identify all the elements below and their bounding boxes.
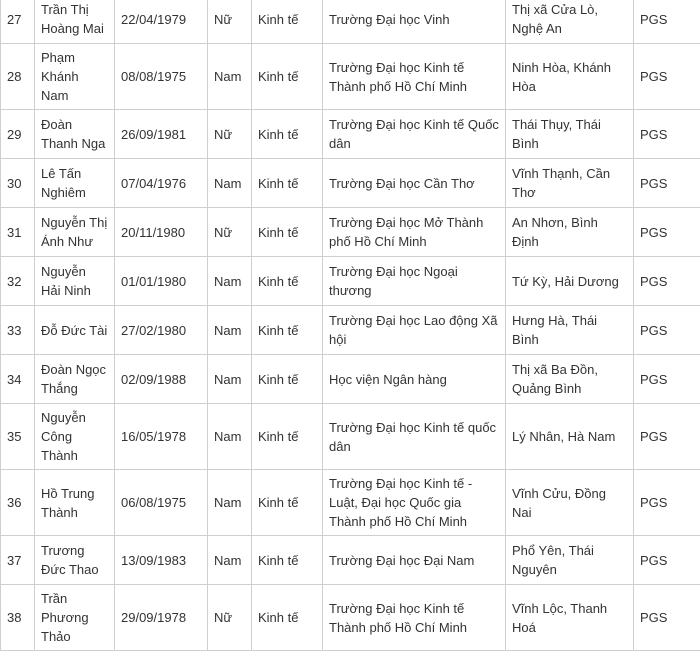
gender-cell: Nam: [208, 536, 252, 585]
gender-cell: Nam: [208, 257, 252, 306]
title-cell: PGS: [634, 306, 700, 355]
dob-cell: 20/11/1980: [115, 208, 208, 257]
name-cell: Nguyễn Thị Ánh Như: [35, 208, 115, 257]
stt-cell: 27: [1, 0, 35, 44]
name-cell: Đoàn Ngọc Thắng: [35, 355, 115, 404]
school-cell: Trường Đại học Kinh tế - Luật, Đại học Quốc gia Thành phố Hồ Chí Minh: [323, 470, 506, 536]
title-cell: PGS: [634, 208, 700, 257]
table-row: [1, 110, 700, 159]
field-cell: Kinh tế: [252, 536, 323, 585]
title-cell: PGS: [634, 585, 700, 651]
name-cell: Nguyễn Hải Ninh: [35, 257, 115, 306]
table-row: [1, 536, 700, 585]
school-cell: Trường Đại học Kinh tế Thành phố Hồ Chí Minh: [323, 44, 506, 110]
dob-cell: 27/02/1980: [115, 306, 208, 355]
table-row: [1, 208, 700, 257]
hometown-cell: Thị xã Cửa Lò, Nghệ An: [506, 0, 634, 44]
school-cell: Trường Đại học Ngoại thương: [323, 257, 506, 306]
table-row: [1, 355, 700, 404]
name-cell: Phạm Khánh Nam: [35, 44, 115, 110]
table-row: [1, 585, 700, 651]
title-cell: PGS: [634, 257, 700, 306]
hometown-cell: Tứ Kỳ, Hải Dương: [506, 257, 634, 306]
school-cell: Trường Đại học Vinh: [323, 0, 506, 44]
stt-cell: 36: [1, 470, 35, 536]
hometown-cell: An Nhơn, Bình Định: [506, 208, 634, 257]
title-cell: PGS: [634, 0, 700, 44]
stt-cell: 33: [1, 306, 35, 355]
stt-cell: 29: [1, 110, 35, 159]
name-cell: Trương Đức Thao: [35, 536, 115, 585]
dob-cell: 07/04/1976: [115, 159, 208, 208]
title-cell: PGS: [634, 404, 700, 470]
hometown-cell: Thái Thụy, Thái Bình: [506, 110, 634, 159]
school-cell: Trường Đại học Mở Thành phố Hồ Chí Minh: [323, 208, 506, 257]
dob-cell: 08/08/1975: [115, 44, 208, 110]
school-cell: Trường Đại học Kinh tế Thành phố Hồ Chí Minh: [323, 585, 506, 651]
stt-cell: 31: [1, 208, 35, 257]
name-cell: Lê Tấn Nghiêm: [35, 159, 115, 208]
stt-cell: 32: [1, 257, 35, 306]
school-cell: Trường Đại học Kinh tế quốc dân: [323, 404, 506, 470]
field-cell: Kinh tế: [252, 208, 323, 257]
field-cell: Kinh tế: [252, 257, 323, 306]
field-cell: Kinh tế: [252, 110, 323, 159]
dob-cell: 26/09/1981: [115, 110, 208, 159]
field-cell: Kinh tế: [252, 44, 323, 110]
name-cell: Đỗ Đức Tài: [35, 306, 115, 355]
dob-cell: 13/09/1983: [115, 536, 208, 585]
gender-cell: Nữ: [208, 208, 252, 257]
table-row: [1, 159, 700, 208]
field-cell: Kinh tế: [252, 355, 323, 404]
hometown-cell: Vĩnh Thạnh, Cần Thơ: [506, 159, 634, 208]
gender-cell: Nam: [208, 355, 252, 404]
title-cell: PGS: [634, 355, 700, 404]
table-row: [1, 0, 700, 44]
school-cell: Học viện Ngân hàng: [323, 355, 506, 404]
field-cell: Kinh tế: [252, 306, 323, 355]
dob-cell: 29/09/1978: [115, 585, 208, 651]
gender-cell: Nam: [208, 470, 252, 536]
field-cell: Kinh tế: [252, 470, 323, 536]
gender-cell: Nam: [208, 44, 252, 110]
school-cell: Trường Đại học Lao động Xã hội: [323, 306, 506, 355]
field-cell: Kinh tế: [252, 585, 323, 651]
name-cell: Nguyễn Công Thành: [35, 404, 115, 470]
title-cell: PGS: [634, 536, 700, 585]
field-cell: Kinh tế: [252, 159, 323, 208]
name-cell: Trần Thị Hoàng Mai: [35, 0, 115, 44]
stt-cell: 38: [1, 585, 35, 651]
table-row: [1, 44, 700, 110]
name-cell: Trần Phương Thảo: [35, 585, 115, 651]
dob-cell: 16/05/1978: [115, 404, 208, 470]
table-row: [1, 470, 700, 536]
stt-cell: 30: [1, 159, 35, 208]
gender-cell: Nam: [208, 404, 252, 470]
gender-cell: Nam: [208, 159, 252, 208]
stt-cell: 34: [1, 355, 35, 404]
title-cell: PGS: [634, 470, 700, 536]
hometown-cell: Vĩnh Lộc, Thanh Hoá: [506, 585, 634, 651]
school-cell: Trường Đại học Cần Thơ: [323, 159, 506, 208]
title-cell: PGS: [634, 159, 700, 208]
school-cell: Trường Đại học Đại Nam: [323, 536, 506, 585]
hometown-cell: Hưng Hà, Thái Bình: [506, 306, 634, 355]
gender-cell: Nam: [208, 306, 252, 355]
name-cell: Hồ Trung Thành: [35, 470, 115, 536]
table-row: [1, 306, 700, 355]
gender-cell: Nữ: [208, 585, 252, 651]
dob-cell: 22/04/1979: [115, 0, 208, 44]
table-row: [1, 404, 700, 470]
hometown-cell: Ninh Hòa, Khánh Hòa: [506, 44, 634, 110]
stt-cell: 35: [1, 404, 35, 470]
hometown-cell: Thị xã Ba Đồn, Quảng Bình: [506, 355, 634, 404]
field-cell: Kinh tế: [252, 404, 323, 470]
school-cell: Trường Đại học Kinh tế Quốc dân: [323, 110, 506, 159]
stt-cell: 37: [1, 536, 35, 585]
stt-cell: 28: [1, 44, 35, 110]
dob-cell: 01/01/1980: [115, 257, 208, 306]
hometown-cell: Lý Nhân, Hà Nam: [506, 404, 634, 470]
table-row: [1, 257, 700, 306]
dob-cell: 02/09/1988: [115, 355, 208, 404]
name-cell: Đoàn Thanh Nga: [35, 110, 115, 159]
gender-cell: Nữ: [208, 0, 252, 44]
title-cell: PGS: [634, 110, 700, 159]
hometown-cell: Vĩnh Cửu, Đồng Nai: [506, 470, 634, 536]
gender-cell: Nữ: [208, 110, 252, 159]
title-cell: PGS: [634, 44, 700, 110]
dob-cell: 06/08/1975: [115, 470, 208, 536]
hometown-cell: Phổ Yên, Thái Nguyên: [506, 536, 634, 585]
field-cell: Kinh tế: [252, 0, 323, 44]
